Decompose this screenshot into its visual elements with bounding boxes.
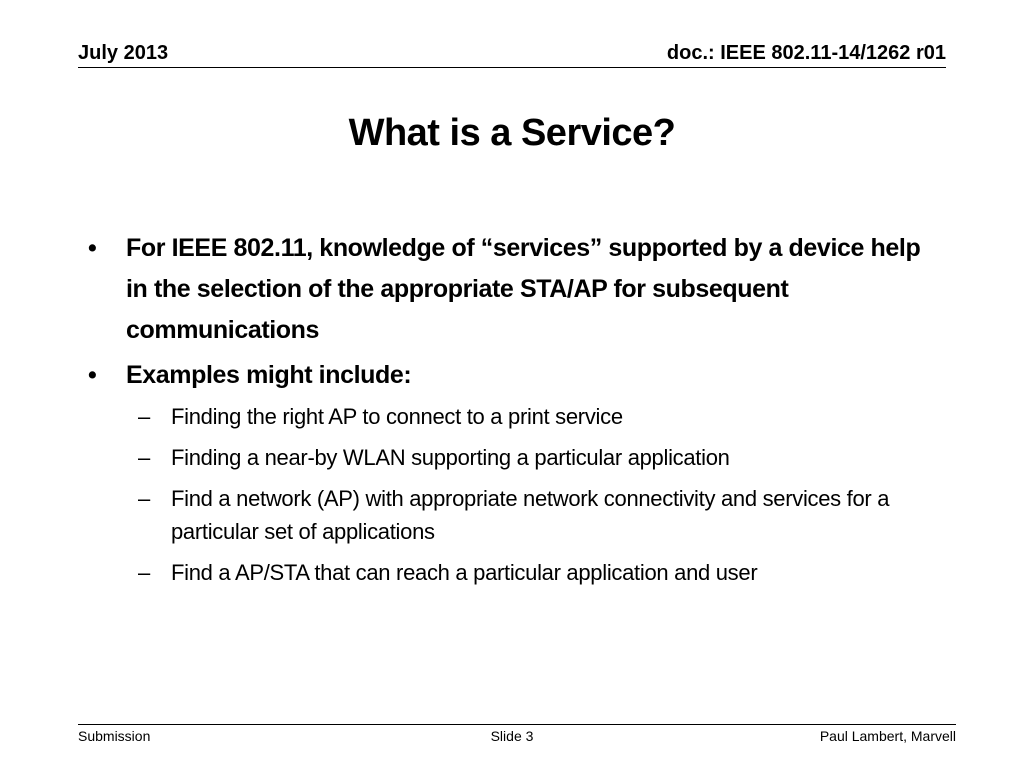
sub-bullet-item xyxy=(88,482,940,548)
header-doc-id: doc.: IEEE 802.11-14/1262 r01 xyxy=(666,42,946,64)
sub-bullet-text: Find a AP/STA that can reach a particular application and user xyxy=(171,560,758,585)
sub-bullet-text: Finding a near-by WLAN supporting a particular application xyxy=(171,445,730,470)
header-divider xyxy=(78,67,946,68)
footer-slide-number: Slide 3 xyxy=(490,728,534,744)
sub-bullet-item xyxy=(88,400,940,433)
sub-bullet-marker: – xyxy=(138,404,150,429)
header-date: July 2013 xyxy=(78,42,169,64)
bullet-marker: • xyxy=(88,234,97,262)
slide-content xyxy=(88,228,940,597)
slide-title: What is a Service? xyxy=(348,112,676,154)
bullet-marker: • xyxy=(88,361,97,389)
sub-bullet-text: Finding the right AP to connect to a print service xyxy=(171,404,623,429)
bullet-text: Examples might include: xyxy=(126,361,412,389)
sub-bullet-marker: – xyxy=(138,560,150,585)
bullet-text: For IEEE 802.11, knowledge of “services” supported by a device help in the selection of the appropriate STA/AP for subsequent communications xyxy=(126,234,921,344)
sub-bullet-marker: – xyxy=(138,486,150,511)
sub-bullet-item xyxy=(88,441,940,474)
bullet-item xyxy=(88,355,940,396)
footer-submission: Submission xyxy=(78,728,151,744)
footer-author: Paul Lambert, Marvell xyxy=(819,728,956,744)
sub-bullet-item xyxy=(88,556,940,589)
sub-bullet-marker: – xyxy=(138,445,150,470)
sub-bullet-text: Find a network (AP) with appropriate network connectivity and services for a particular set of applications xyxy=(171,486,890,544)
footer-divider xyxy=(78,724,956,725)
bullet-item xyxy=(88,228,940,351)
